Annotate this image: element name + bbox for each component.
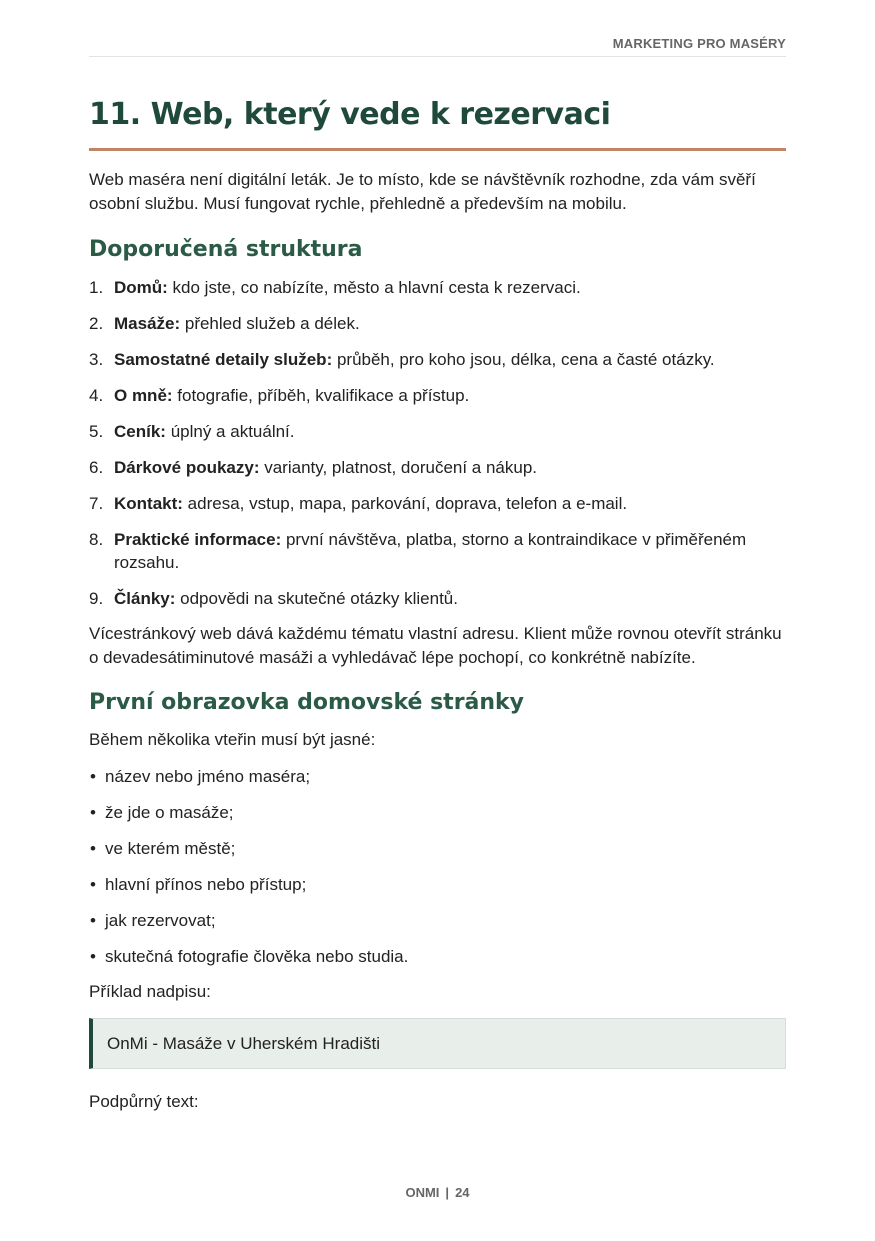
footer-brand: ONMI	[405, 1185, 440, 1200]
list-number: 4.	[89, 386, 104, 405]
list-text: skutečná fotografie člověka nebo studia.	[105, 947, 409, 966]
list-term: Články:	[114, 589, 176, 608]
list-item	[89, 492, 786, 515]
example-callout	[89, 1018, 786, 1069]
list-term: Dárkové poukazy:	[114, 458, 260, 477]
list-text: že jde o masáže;	[105, 803, 234, 822]
structure-heading: Doporučená struktura	[89, 237, 363, 262]
list-text: odpovědi na skutečné otázky klientů.	[175, 589, 458, 608]
list-text: průběh, pro koho jsou, délka, cena a časté otázky.	[332, 350, 715, 369]
support-text-label: Podpůrný text:	[89, 1092, 199, 1111]
list-text: přehled služeb a délek.	[180, 314, 360, 333]
list-text: kdo jste, co nabízíte, město a hlavní cesta k rezervaci.	[167, 278, 581, 297]
bullet-icon: •	[90, 803, 96, 822]
list-item	[89, 276, 786, 299]
bullet-icon: •	[90, 911, 96, 930]
list-term: Samostatné detaily služeb:	[114, 350, 333, 369]
list-item	[89, 312, 786, 335]
list-item	[89, 837, 786, 860]
list-item	[89, 945, 786, 968]
list-item	[89, 909, 786, 932]
list-text: jak rezervovat;	[105, 911, 216, 930]
footer-separator: |	[445, 1185, 450, 1200]
list-text: adresa, vstup, mapa, parkování, doprava, telefon a e-mail.	[182, 494, 628, 513]
page-content	[89, 94, 786, 1114]
list-number: 9.	[89, 589, 104, 608]
list-number: 6.	[89, 458, 104, 477]
list-text: fotografie, příběh, kvalifikace a přístup.	[172, 386, 470, 405]
list-number: 2.	[89, 314, 104, 333]
list-item	[89, 420, 786, 443]
example-label: Příklad nadpisu:	[89, 982, 211, 1001]
structure-list	[89, 276, 786, 610]
list-item	[89, 456, 786, 479]
running-header: MARKETING PRO MASÉRY	[89, 36, 786, 57]
list-item	[89, 873, 786, 896]
bullet-icon: •	[90, 839, 96, 858]
list-text: první návštěva, platba, storno a kontraindikace v přiměřeném rozsahu.	[114, 530, 747, 572]
intro-paragraph: Web maséra není digitální leták. Je to místo, kde se návštěvník rozhodne, zda vám svěří osobní službu. Musí fungovat rychle, přehledně a především na mobilu.	[89, 170, 756, 213]
list-item	[89, 348, 786, 371]
chapter-title: 11. Web, který vede k rezervaci	[89, 97, 611, 132]
first-screen-lead: Během několika vteřin musí být jasné:	[89, 730, 376, 749]
bullet-icon: •	[90, 767, 96, 786]
list-number: 3.	[89, 350, 104, 369]
list-item	[89, 528, 786, 574]
list-text: název nebo jméno maséra;	[105, 767, 311, 786]
list-item	[89, 384, 786, 407]
list-term: O mně:	[114, 386, 173, 405]
structure-closing-paragraph: Vícestránkový web dává každému tématu vlastní adresu. Klient může rovnou otevřít stránku o devadesátiminutové masáži a vyhledávač lépe pochopí, co konkrétně nabízíte.	[89, 624, 782, 667]
bullet-icon: •	[90, 875, 96, 894]
title-divider	[89, 148, 786, 151]
first-screen-bullets	[89, 765, 786, 968]
first-screen-heading: První obrazovka domovské stránky	[89, 690, 525, 715]
list-term: Praktické informace:	[114, 530, 282, 549]
list-text: úplný a aktuální.	[165, 422, 295, 441]
list-term: Domů:	[114, 278, 168, 297]
list-number: 7.	[89, 494, 104, 513]
list-number: 8.	[89, 530, 104, 549]
list-number: 1.	[89, 278, 104, 297]
list-item	[89, 765, 786, 788]
list-text: ve kterém městě;	[105, 839, 236, 858]
list-text: varianty, platnost, doručení a nákup.	[259, 458, 538, 477]
example-callout-text: OnMi - Masáže v Uherském Hradišti	[107, 1033, 381, 1053]
page-footer	[0, 1185, 875, 1200]
list-term: Masáže:	[114, 314, 181, 333]
list-number: 5.	[89, 422, 104, 441]
list-text: hlavní přínos nebo přístup;	[105, 875, 307, 894]
list-item	[89, 587, 786, 610]
list-item	[89, 801, 786, 824]
bullet-icon: •	[90, 947, 96, 966]
page-number: 24	[455, 1185, 470, 1200]
list-term: Ceník:	[114, 422, 166, 441]
list-term: Kontakt:	[114, 494, 183, 513]
